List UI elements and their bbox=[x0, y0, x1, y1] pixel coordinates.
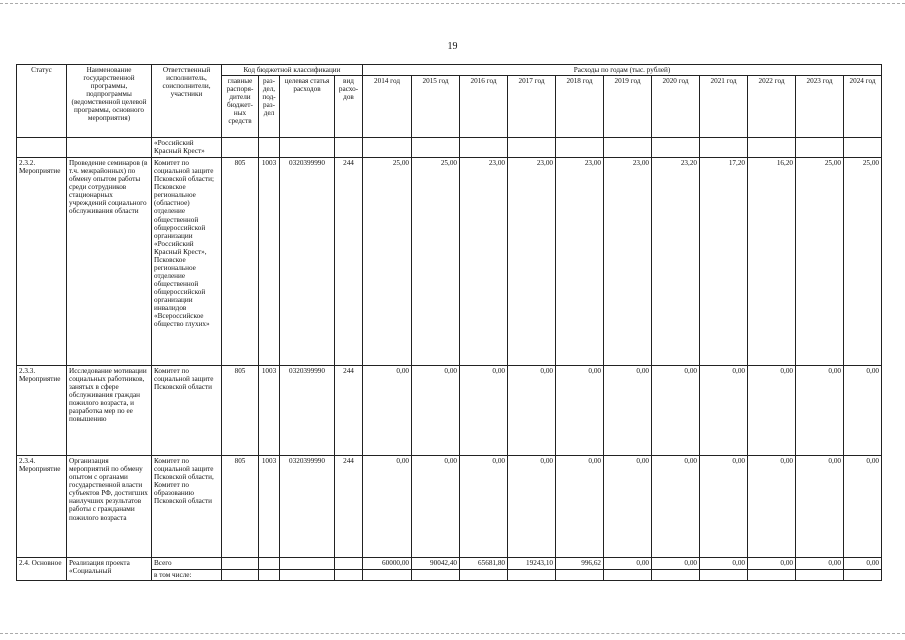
cell-value: 23,00 bbox=[460, 158, 508, 366]
cell-value: 0,00 bbox=[363, 366, 412, 456]
cell-gr: 805 bbox=[222, 456, 259, 558]
cell-value: 0,00 bbox=[700, 456, 748, 558]
cell-value: 0,00 bbox=[652, 558, 700, 570]
header-year: 2022 год bbox=[748, 76, 796, 138]
cell-value bbox=[556, 570, 604, 581]
cell-value bbox=[604, 138, 652, 158]
cell-value: 0,00 bbox=[748, 456, 796, 558]
cell-value bbox=[363, 138, 412, 158]
header-rzpr: раз-дел, под-раз-дел bbox=[259, 76, 280, 138]
header-vr: вид расхо-дов bbox=[335, 76, 363, 138]
cell-name: Исследование мотивации социальных работников, занятых в сфере обслуживания граждан пожилого возраста, и разработка мер по ее повышению bbox=[67, 366, 152, 456]
cell-rzpr: 1003 bbox=[259, 456, 280, 558]
header-status: Статус bbox=[17, 65, 67, 138]
cell-csr: 0320399990 bbox=[280, 366, 335, 456]
cell-value: 0,00 bbox=[604, 558, 652, 570]
cell-value bbox=[796, 570, 844, 581]
cell-value: 0,00 bbox=[460, 366, 508, 456]
cell-value: 0,00 bbox=[796, 456, 844, 558]
cell-responsible: Комитет по социальной защите Псковской области; Псковское региональное (областное) отделение общественной общероссийской организации «Российский Красный Крест», Псковское региональное отделение общественной общероссийской организации инвалидов «Всероссийское общество глухих» bbox=[152, 158, 222, 366]
cell-value bbox=[604, 570, 652, 581]
cell-csr: 0320399990 bbox=[280, 158, 335, 366]
header-year: 2021 год bbox=[700, 76, 748, 138]
cell-value bbox=[556, 138, 604, 158]
header-budget-code: Код бюджетной классификации bbox=[222, 65, 363, 76]
cell-responsible: Комитет по социальной защите Псковской области, Комитет по образованию Псковской области bbox=[152, 456, 222, 558]
cell-status: 2.3.3. Мероприятие bbox=[17, 366, 67, 456]
header-year: 2024 год bbox=[844, 76, 882, 138]
cell-value: 0,00 bbox=[604, 456, 652, 558]
cell-value: 0,00 bbox=[412, 456, 460, 558]
cell-value bbox=[652, 570, 700, 581]
cell-value: 0,00 bbox=[796, 558, 844, 570]
cell-value bbox=[796, 138, 844, 158]
cell-vr bbox=[335, 558, 363, 570]
cell-value: 25,00 bbox=[363, 158, 412, 366]
cell-rzpr bbox=[259, 570, 280, 581]
cell-gr: 805 bbox=[222, 158, 259, 366]
cell-value: 25,00 bbox=[412, 158, 460, 366]
cell-value: 996,62 bbox=[556, 558, 604, 570]
header-year: 2014 год bbox=[363, 76, 412, 138]
cell-status bbox=[17, 138, 67, 158]
cell-csr bbox=[280, 570, 335, 581]
cell-value: 0,00 bbox=[363, 456, 412, 558]
cell-value: 0,00 bbox=[844, 558, 882, 570]
cell-value: 0,00 bbox=[652, 456, 700, 558]
cell-value: 0,00 bbox=[508, 366, 556, 456]
table-row bbox=[17, 456, 882, 558]
cell-gr bbox=[222, 558, 259, 570]
cell-csr bbox=[280, 558, 335, 570]
cell-gr: 805 bbox=[222, 366, 259, 456]
cell-gr bbox=[222, 570, 259, 581]
cell-value bbox=[700, 138, 748, 158]
cell-value: 60000,00 bbox=[363, 558, 412, 570]
cell-value bbox=[460, 138, 508, 158]
header-year: 2015 год bbox=[412, 76, 460, 138]
cell-value: 25,00 bbox=[796, 158, 844, 366]
cell-value bbox=[412, 570, 460, 581]
cell-value: 16,20 bbox=[748, 158, 796, 366]
cell-value bbox=[844, 570, 882, 581]
cell-vr bbox=[335, 138, 363, 158]
header-name: Наименование государственной программы, подпрограммы (ведомственной целевой программы, основного мероприятия) bbox=[67, 65, 152, 138]
cell-value: 23,20 bbox=[652, 158, 700, 366]
cell-value: 65681,80 bbox=[460, 558, 508, 570]
header-expenses: Расходы по годам (тыс. рублей) bbox=[363, 65, 882, 76]
cell-value: 17,20 bbox=[700, 158, 748, 366]
cell-rzpr bbox=[259, 138, 280, 158]
cell-value: 0,00 bbox=[700, 558, 748, 570]
table-row bbox=[17, 158, 882, 366]
scan-border-bottom bbox=[0, 633, 905, 634]
table-row bbox=[17, 366, 882, 456]
cell-value: 0,00 bbox=[556, 366, 604, 456]
cell-value bbox=[508, 570, 556, 581]
cell-vr: 244 bbox=[335, 456, 363, 558]
cell-value: 23,00 bbox=[508, 158, 556, 366]
cell-status: 2.4. Основное bbox=[17, 558, 67, 581]
cell-name: Проведение семинаров (в т.ч. межрайонных) по обмену опытом работы среди сотрудников стационарных учреждений социального обслуживания области bbox=[67, 158, 152, 366]
cell-value: 0,00 bbox=[844, 456, 882, 558]
cell-value bbox=[460, 570, 508, 581]
cell-value bbox=[748, 570, 796, 581]
cell-value: 0,00 bbox=[604, 366, 652, 456]
cell-gr bbox=[222, 138, 259, 158]
cell-value bbox=[844, 138, 882, 158]
cell-value: 0,00 bbox=[700, 366, 748, 456]
cell-value: 0,00 bbox=[748, 366, 796, 456]
cell-value bbox=[412, 138, 460, 158]
cell-value: 0,00 bbox=[556, 456, 604, 558]
cell-responsible: Всего bbox=[152, 558, 222, 570]
budget-table bbox=[16, 64, 882, 581]
header-year: 2018 год bbox=[556, 76, 604, 138]
cell-value bbox=[363, 570, 412, 581]
cell-responsible: в том числе: bbox=[152, 570, 222, 581]
table-row bbox=[17, 558, 882, 570]
cell-value: 0,00 bbox=[844, 366, 882, 456]
header-year: 2017 год bbox=[508, 76, 556, 138]
cell-value bbox=[652, 138, 700, 158]
cell-value: 19243,10 bbox=[508, 558, 556, 570]
cell-value: 0,00 bbox=[460, 456, 508, 558]
cell-value: 23,00 bbox=[556, 158, 604, 366]
cell-status: 2.3.4. Мероприятие bbox=[17, 456, 67, 558]
cell-vr bbox=[335, 570, 363, 581]
cell-name bbox=[67, 138, 152, 158]
cell-rzpr: 1003 bbox=[259, 366, 280, 456]
table-row bbox=[17, 138, 882, 158]
table-body bbox=[17, 138, 882, 581]
cell-name: Реализация проекта «Социальный bbox=[67, 558, 152, 581]
page-number: 19 bbox=[447, 41, 458, 52]
cell-vr: 244 bbox=[335, 158, 363, 366]
cell-responsible: «Российский Красный Крест» bbox=[152, 138, 222, 158]
cell-value: 0,00 bbox=[652, 366, 700, 456]
cell-responsible: Комитет по социальной защите Псковской области bbox=[152, 366, 222, 456]
cell-value: 0,00 bbox=[796, 366, 844, 456]
cell-value: 90042,40 bbox=[412, 558, 460, 570]
cell-value bbox=[508, 138, 556, 158]
cell-csr: 0320399990 bbox=[280, 456, 335, 558]
cell-status: 2.3.2. Мероприятие bbox=[17, 158, 67, 366]
cell-value: 0,00 bbox=[748, 558, 796, 570]
header-csr: целевая статья расходов bbox=[280, 76, 335, 138]
cell-rzpr: 1003 bbox=[259, 158, 280, 366]
header-gr: главные распоря-дители бюджет-ных средств bbox=[222, 76, 259, 138]
cell-value bbox=[748, 138, 796, 158]
table-header bbox=[17, 65, 882, 138]
scan-border-top bbox=[0, 3, 905, 4]
cell-value bbox=[700, 570, 748, 581]
cell-value: 25,00 bbox=[844, 158, 882, 366]
header-year: 2019 год bbox=[604, 76, 652, 138]
header-year: 2020 год bbox=[652, 76, 700, 138]
cell-csr bbox=[280, 138, 335, 158]
cell-name: Организация мероприятий по обмену опытом с органами государственной власти субъектов РФ, достигших наилучших результатов работы с гражданами пожилого возраста bbox=[67, 456, 152, 558]
cell-value: 23,00 bbox=[604, 158, 652, 366]
cell-vr: 244 bbox=[335, 366, 363, 456]
cell-rzpr bbox=[259, 558, 280, 570]
header-responsible: Ответственный исполнитель, соисполнители, участники bbox=[152, 65, 222, 138]
cell-value: 0,00 bbox=[412, 366, 460, 456]
cell-value: 0,00 bbox=[508, 456, 556, 558]
header-year: 2023 год bbox=[796, 76, 844, 138]
header-year: 2016 год bbox=[460, 76, 508, 138]
